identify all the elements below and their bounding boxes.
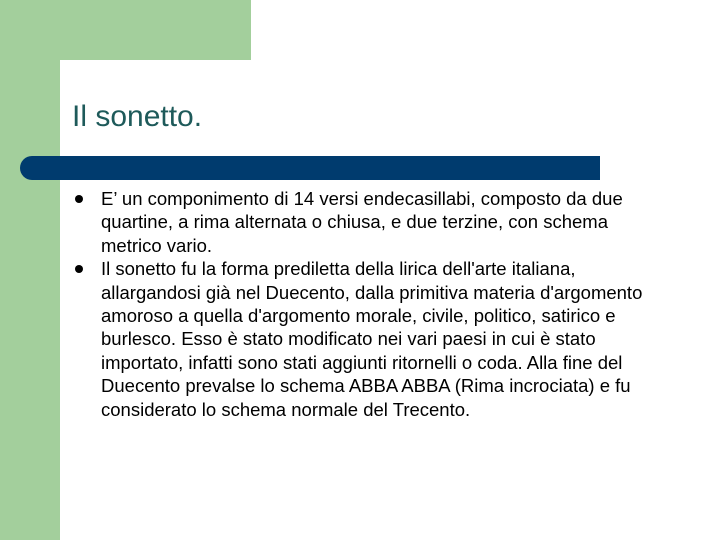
title-underline-bar [20,156,600,180]
bullet-text: Il sonetto fu la forma prediletta della lirica dell'arte italiana, allargandosi già nel Duecento, dalla primitiva materia d'argomento amoroso a quella d'argomento morale, civile, politico, satirico e burlesco. Esso è stato modificato nei vari paesi in cui è stato importato, infatti sono stati aggiunti ritornelli o coda. Alla fine del Duecento prevalse lo schema ABBA ABBA (Rima incrociata) e fu considerato lo schema normale del Trecento. [101,258,643,420]
bullet-dot-icon [75,265,83,273]
decorative-green-sidebar [0,0,60,540]
decorative-green-header [0,0,251,60]
bullet-list [72,187,672,421]
bullet-item [72,257,672,421]
slide-title: Il sonetto. [72,100,203,133]
bullet-item [72,187,672,257]
bullet-dot-icon [75,195,83,203]
bullet-text: E’ un componimento di 14 versi endecasillabi, composto da due quartine, a rima alternata o chiusa, e due terzine, con schema metrico vario. [101,188,623,256]
